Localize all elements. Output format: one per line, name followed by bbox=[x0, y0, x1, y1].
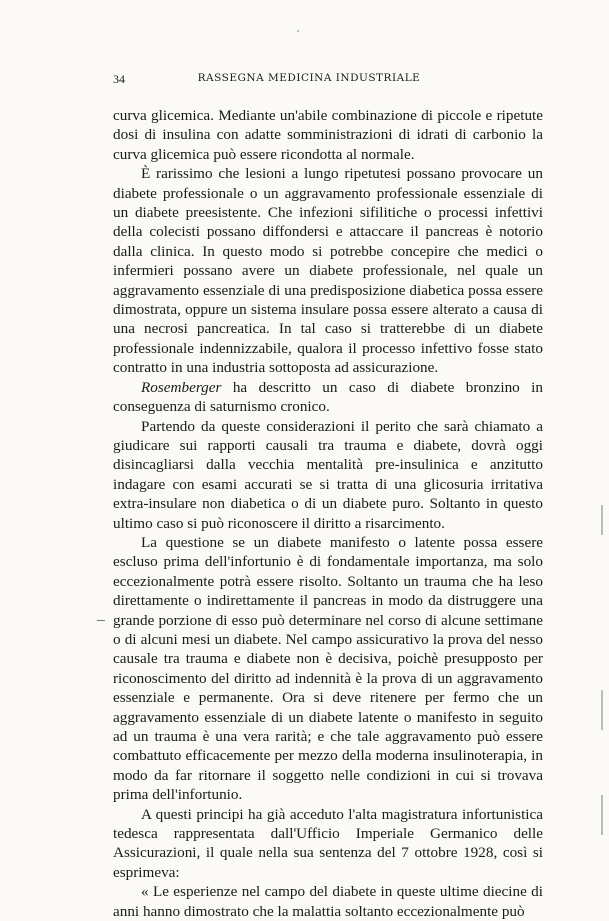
margin-mark bbox=[601, 795, 603, 835]
page-number: 34 bbox=[113, 72, 125, 86]
paragraph-6: A questi principi ha già acceduto l'alta magistratura infortunistica tedesca rappresentata dall'Ufficio Imperiale Germanico delle Assicurazioni, il quale nella sua sentenza del 7 ottobre 1928, così si esprimeva: bbox=[113, 805, 543, 881]
paragraph-5: La questione se un diabete manifesto o latente possa essere escluso prima dell'infortunio è di fondamentale importanza, ma solo eccezionalmente potrà essere risolto. Soltanto un trauma che ha leso direttamente o indirettamente il pancreas in modo da distruggere una grande porzione di esso può determinare nel corso di alcune settimane o di alcuni mesi un diabete. Nel campo assicurativo la prova del nesso causale tra trauma e diabete non è decisiva, poichè presupposto per riconoscimento del diritto ad indennità è la prova di un aggravamento essenziale e permanente. Ora si deve ritenere per fermo che un aggravamento essenziale di un diabete latente o manifesto in seguito ad un trauma è una vera rarità; e che tale aggravamento può essere combattuto efficacemente per mezzo della moderna insulinoterapia, in modo da far ritornare il soggetto nelle condizioni in cui si trovava prima dell'infortunio. bbox=[113, 533, 543, 804]
paragraph-3 bbox=[113, 378, 543, 417]
author-name: Rosemberger bbox=[141, 378, 222, 396]
running-title: RASSEGNA MEDICINA INDUSTRIALE bbox=[197, 72, 421, 84]
page-speck bbox=[297, 30, 299, 32]
body-text bbox=[113, 106, 543, 921]
paragraph-4: Partendo da queste considerazioni il perito che sarà chiamato a giudicare sui rapporti causali tra trauma e diabete, dovrà oggi disincagliarsi dalla vecchia mentalità pre-insulinica e anzitutto indagare con esami accurati se si tratta di una glicosuria irritativa extra-insulare non diabetica o di un diabete puro. Soltanto in questo ultimo caso si può riconoscere il diritto a risarcimento. bbox=[113, 417, 543, 532]
margin-mark bbox=[601, 505, 603, 535]
paragraph-7: « Le esperienze nel campo del diabete in queste ultime diecine di anni hanno dimostrato che la malattia soltanto eccezionalmente può bbox=[113, 883, 543, 920]
paragraph-1: curva glicemica. Mediante un'abile combinazione di piccole e ripetute dosi di insulina con adatte somministrazioni di idrati di carbonio la curva glicemica può essere ricondotta al normale. bbox=[113, 107, 543, 163]
paragraph-3-text: ha descritto un caso di diabete bronzino in conseguenza di saturnismo cronico. bbox=[113, 378, 543, 416]
margin-mark bbox=[601, 690, 603, 730]
running-header bbox=[113, 72, 533, 87]
margin-dash bbox=[97, 620, 105, 621]
paragraph-2: È rarissimo che lesioni a lungo ripetutesi possano provocare un diabete professionale o un aggravamento professionale essenziale di un diabete preesistente. Che infezioni sifilitiche o processi infettivi della colecisti possano diffondersi e attaccare il pancreas è notorio dalla clinica. In questo modo si potrebbe concepire che medici o infermieri possano avere un diabete professionale, nel quale un aggravamento essenziale di una predisposizione diabetica possa essere dimostrata, oppure un sistema insulare possa essere alterato a causa di una necrosi pancreatica. In tal caso si tratterebbe di un diabete professionale indennizzabile, qualora il processo infettivo fosse stato contratto in una industria sottoposta ad assicurazione. bbox=[113, 165, 543, 377]
